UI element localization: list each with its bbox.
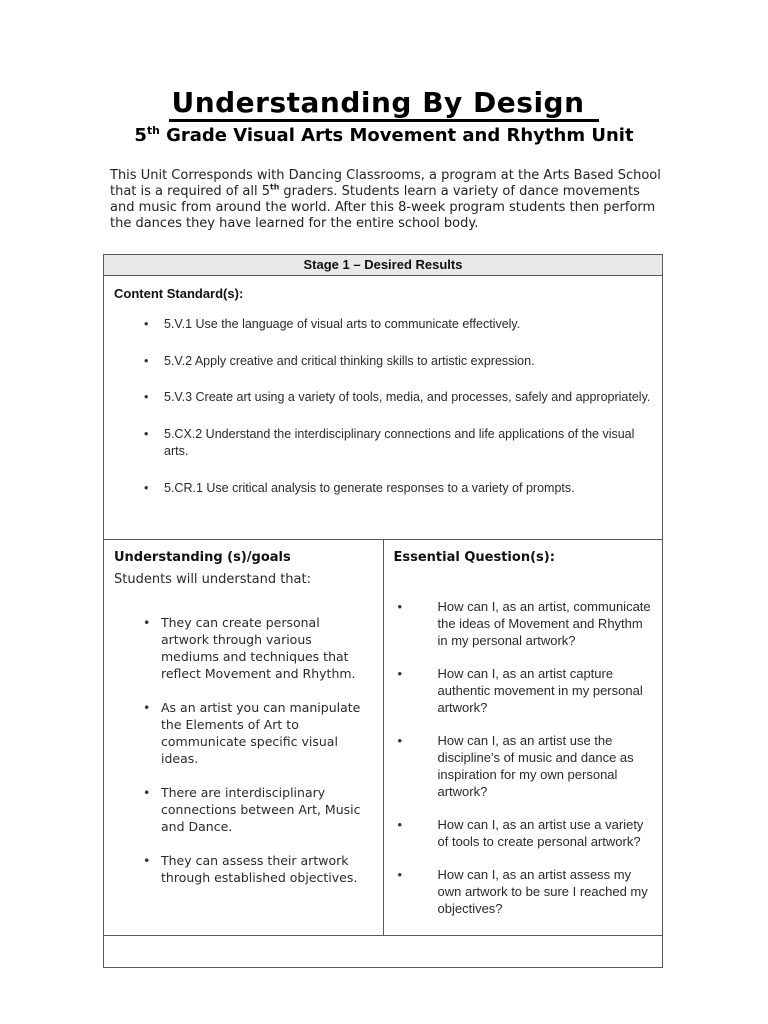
stage1-header: Stage 1 – Desired Results [104, 255, 662, 276]
understandings-cell [104, 540, 384, 935]
content-standards-heading: Content Standard(s): [114, 286, 244, 301]
essential-questions-cell [384, 540, 663, 935]
list-item: • How can I, as an artist use the discipline's of music and dance as inspiration for my own personal artwork? [394, 732, 657, 800]
page-subtitle [0, 124, 768, 147]
subtitle-text: Grade Visual Arts Movement and Rhythm Unit [159, 125, 634, 146]
list-item: • How can I, as an artist use a variety of tools to create personal artwork? [394, 816, 657, 850]
list-item: • How can I, as an artist, communicate the ideas of Movement and Rhythm in my personal artwork? [394, 598, 657, 649]
list-item: • They can assess their artwork through established objectives. [114, 852, 371, 886]
intro-ordinal-suffix: th [270, 182, 280, 192]
title-block [0, 0, 768, 122]
list-item: • They can create personal artwork through various mediums and techniques that reflect Movement and Rhythm. [114, 614, 371, 682]
understandings-subheading: Students will understand that: [114, 572, 311, 587]
intro-paragraph [110, 168, 662, 232]
list-item: • 5.V.1 Use the language of visual arts to communicate effectively. [114, 316, 652, 334]
list-item: • 5.CR.1 Use critical analysis to generate responses to a variety of prompts. [114, 480, 652, 498]
stage1-table [103, 254, 663, 968]
list-item: • 5.CX.2 Understand the interdisciplinary connections and life applications of the visual arts. [114, 426, 652, 461]
page-title: Understanding By Design [169, 88, 598, 122]
understandings-questions-row [104, 540, 662, 936]
content-standards-cell [104, 276, 662, 540]
understandings-list [114, 614, 371, 886]
list-item: • There are interdisciplinary connections between Art, Music and Dance. [114, 784, 371, 835]
list-item: • 5.V.2 Apply creative and critical thinking skills to artistic expression. [114, 353, 652, 371]
empty-footer-row [104, 936, 662, 967]
content-standards-list [114, 316, 652, 497]
essential-questions-list [394, 598, 657, 917]
list-item: • How can I, as an artist assess my own artwork to be sure I reached my objectives? [394, 866, 657, 917]
intro-text-part2: graders. Students learn a variety of dance movements and music from around the world. After this 8-week program students then perform the dances they have learned for the entire school body. [110, 184, 656, 231]
subtitle-number: 5 [134, 125, 147, 146]
intro-text-part1: This Unit Corresponds with Dancing Classrooms, a program at the Arts Based School that is a required of all 5 [110, 168, 661, 199]
subtitle-ordinal-suffix: th [146, 124, 160, 137]
list-item: • 5.V.3 Create art using a variety of tools, media, and processes, safely and appropriately. [114, 389, 652, 407]
list-item: • As an artist you can manipulate the Elements of Art to communicate specific visual ideas. [114, 699, 371, 767]
list-item: • How can I, as an artist capture authentic movement in my personal artwork? [394, 665, 657, 716]
essential-questions-heading: Essential Question(s): [393, 550, 555, 565]
understandings-heading: Understanding (s)/goals [114, 550, 291, 565]
